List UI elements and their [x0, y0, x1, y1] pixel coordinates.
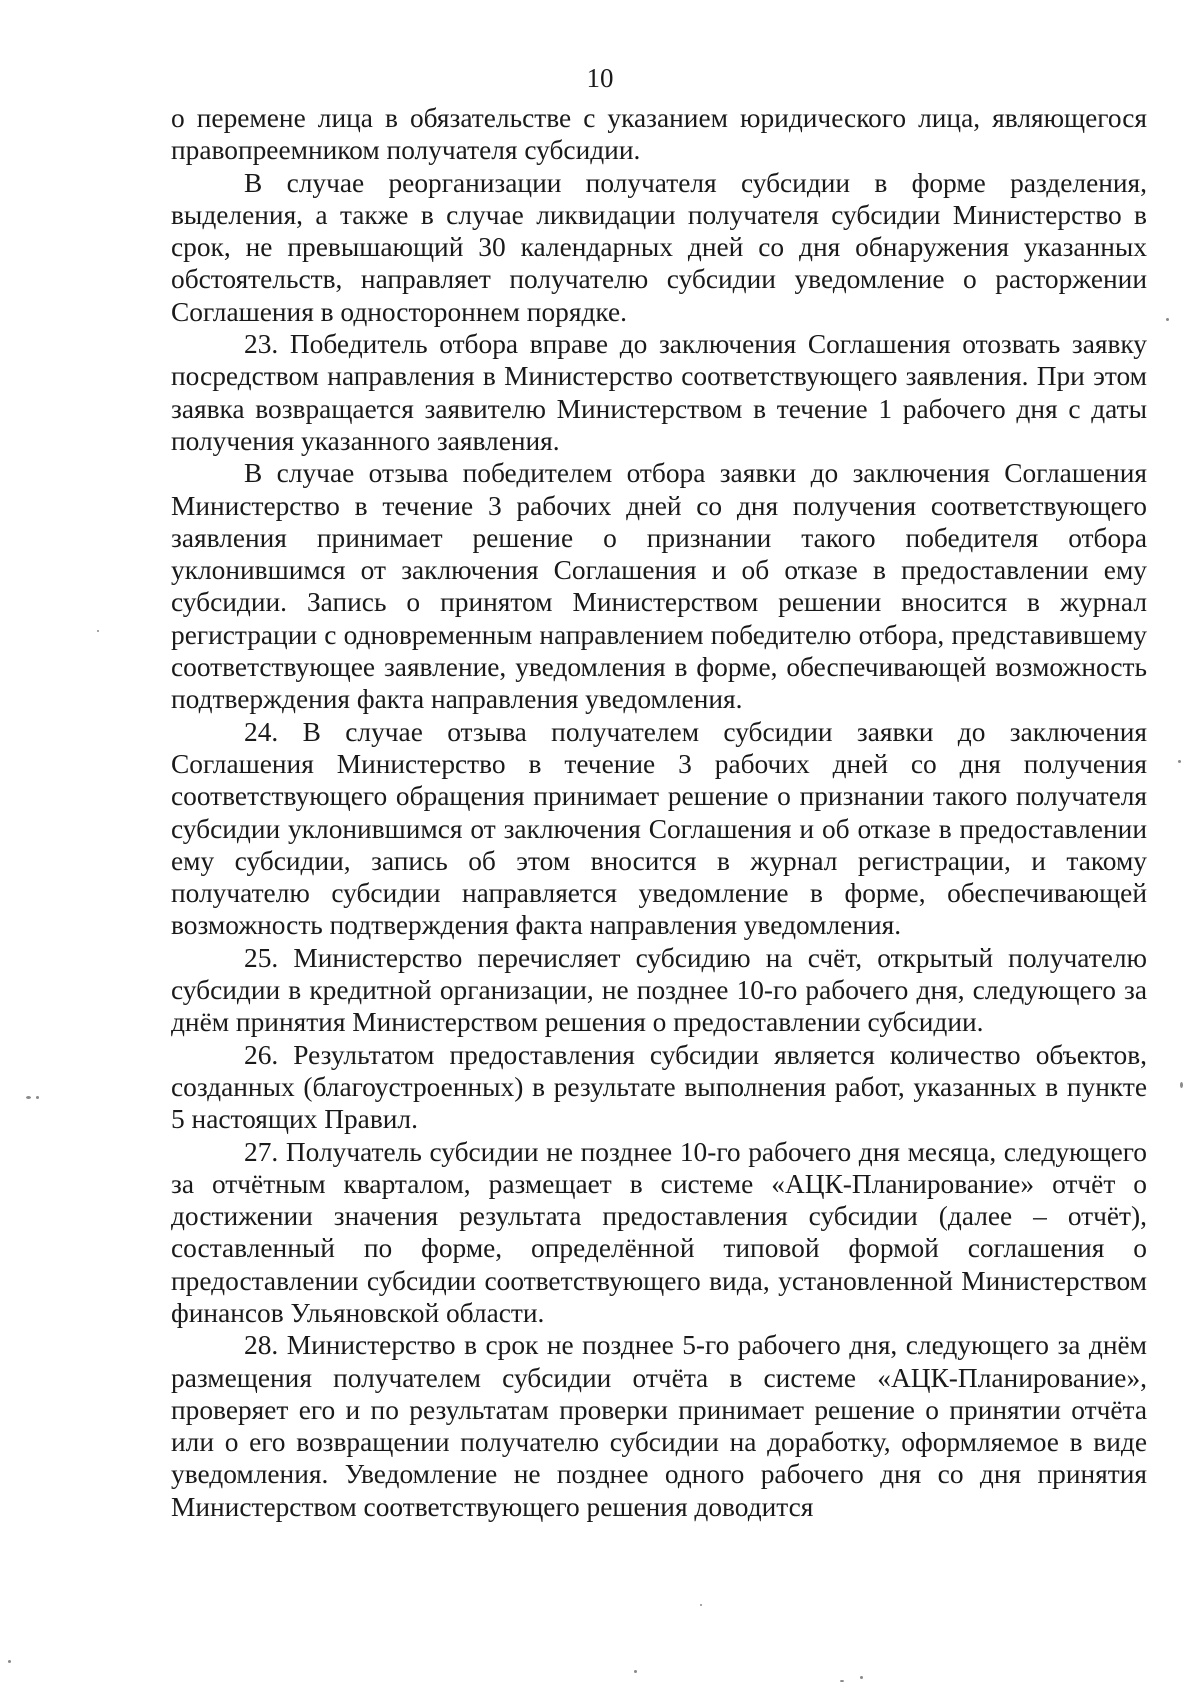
paragraph-26: 26. Результатом предоставления субсидии является количество объектов, созданных (благоустроенных) в результате выполнения работ, указанных в пункте 5 настоящих Правил.: [171, 1039, 1147, 1135]
scan-speck: [1166, 318, 1169, 321]
scan-speck: [1180, 1082, 1183, 1088]
scan-speck: [700, 1604, 702, 1606]
paragraph-27: 27. Получатель субсидии не позднее 10-го рабочего дня месяца, следующего за отчётным кварталом, размещает в системе «АЦК-Планирование» отчёт о достижении значения результата предоставления субсидии (далее – отчёт), составленный по форме, определённой типовой формой соглашения о предоставлении субсидии соответствующего вида, установленной Министерством финансов Ульяновской области.: [171, 1136, 1147, 1328]
document-body: [171, 102, 1147, 1523]
scan-speck: [634, 1670, 637, 1673]
scan-speck: [26, 1096, 31, 1099]
scan-speck: [860, 1676, 863, 1679]
scan-speck: [8, 1660, 11, 1663]
scan-speck: [840, 1680, 844, 1682]
paragraph-23: 23. Победитель отбора вправе до заключения Соглашения отозвать заявку посредством направления в Министерство соответствующего заявления. При этом заявка возвращается заявителю Министерством в течение 1 рабочего дня с даты получения указанного заявления.: [171, 329, 1147, 456]
paragraph-continuation: о перемене лица в обязательстве с указанием юридического лица, являющегося правопреемником получателя субсидии.: [171, 103, 1147, 166]
page-number: 10: [586, 63, 614, 93]
paragraph-25: 25. Министерство перечисляет субсидию на счёт, открытый получателю субсидии в кредитной организации, не позднее 10-го рабочего дня, следующего за днём принятия Министерством решения о предоставлении субсидии.: [171, 942, 1147, 1038]
scan-speck: [36, 1096, 39, 1099]
scan-speck: [1178, 760, 1181, 763]
scan-speck: [97, 630, 99, 632]
paragraph-28: 28. Министерство в срок не позднее 5-го рабочего дня, следующего за днём размещения получателем субсидии отчёта в системе «АЦК-Планирование», проверяет его и по результатам проверки принимает решение о принятии отчёта или о его возвращении получателю субсидии на доработку, оформляемое в виде уведомления. Уведомление не позднее одного рабочего дня со дня принятия Министерством соответствующего решения доводится: [171, 1330, 1147, 1522]
paragraph-withdrawal-winner: В случае отзыва победителем отбора заявки до заключения Соглашения Министерство в течение 3 рабочих дней со дня получения соответствующего заявления принимает решение о признании такого победителя отбора уклонившимся от заключения Соглашения и об отказе в предоставлении ему субсидии. Запись о принятом Министерством решении вносится в журнал регистрации с одновременным направлением победителю отбора, представившему соответствующее заявление, уведомления в форме, обеспечивающей возможность подтверждения факта направления уведомления.: [171, 458, 1147, 715]
paragraph-reorganization: В случае реорганизации получателя субсидии в форме разделения, выделения, а также в случае ликвидации получателя субсидии Министерство в срок, не превышающий 30 календарных дней со дня обнаружения указанных обстоятельств, направляет получателю субсидии уведомление о расторжении Соглашения в одностороннем порядке.: [171, 167, 1147, 327]
paragraph-24: 24. В случае отзыва получателем субсидии заявки до заключения Соглашения Министерство в течение 3 рабочих дней со дня получения соответствующего обращения принимает решение о признании такого получателя субсидии уклонившимся от заключения Соглашения и об отказе в предоставлении ему субсидии, запись об этом вносится в журнал регистрации, и такому получателю субсидии направляется уведомление в форме, обеспечивающей возможность подтверждения факта направления уведомления.: [171, 716, 1147, 941]
